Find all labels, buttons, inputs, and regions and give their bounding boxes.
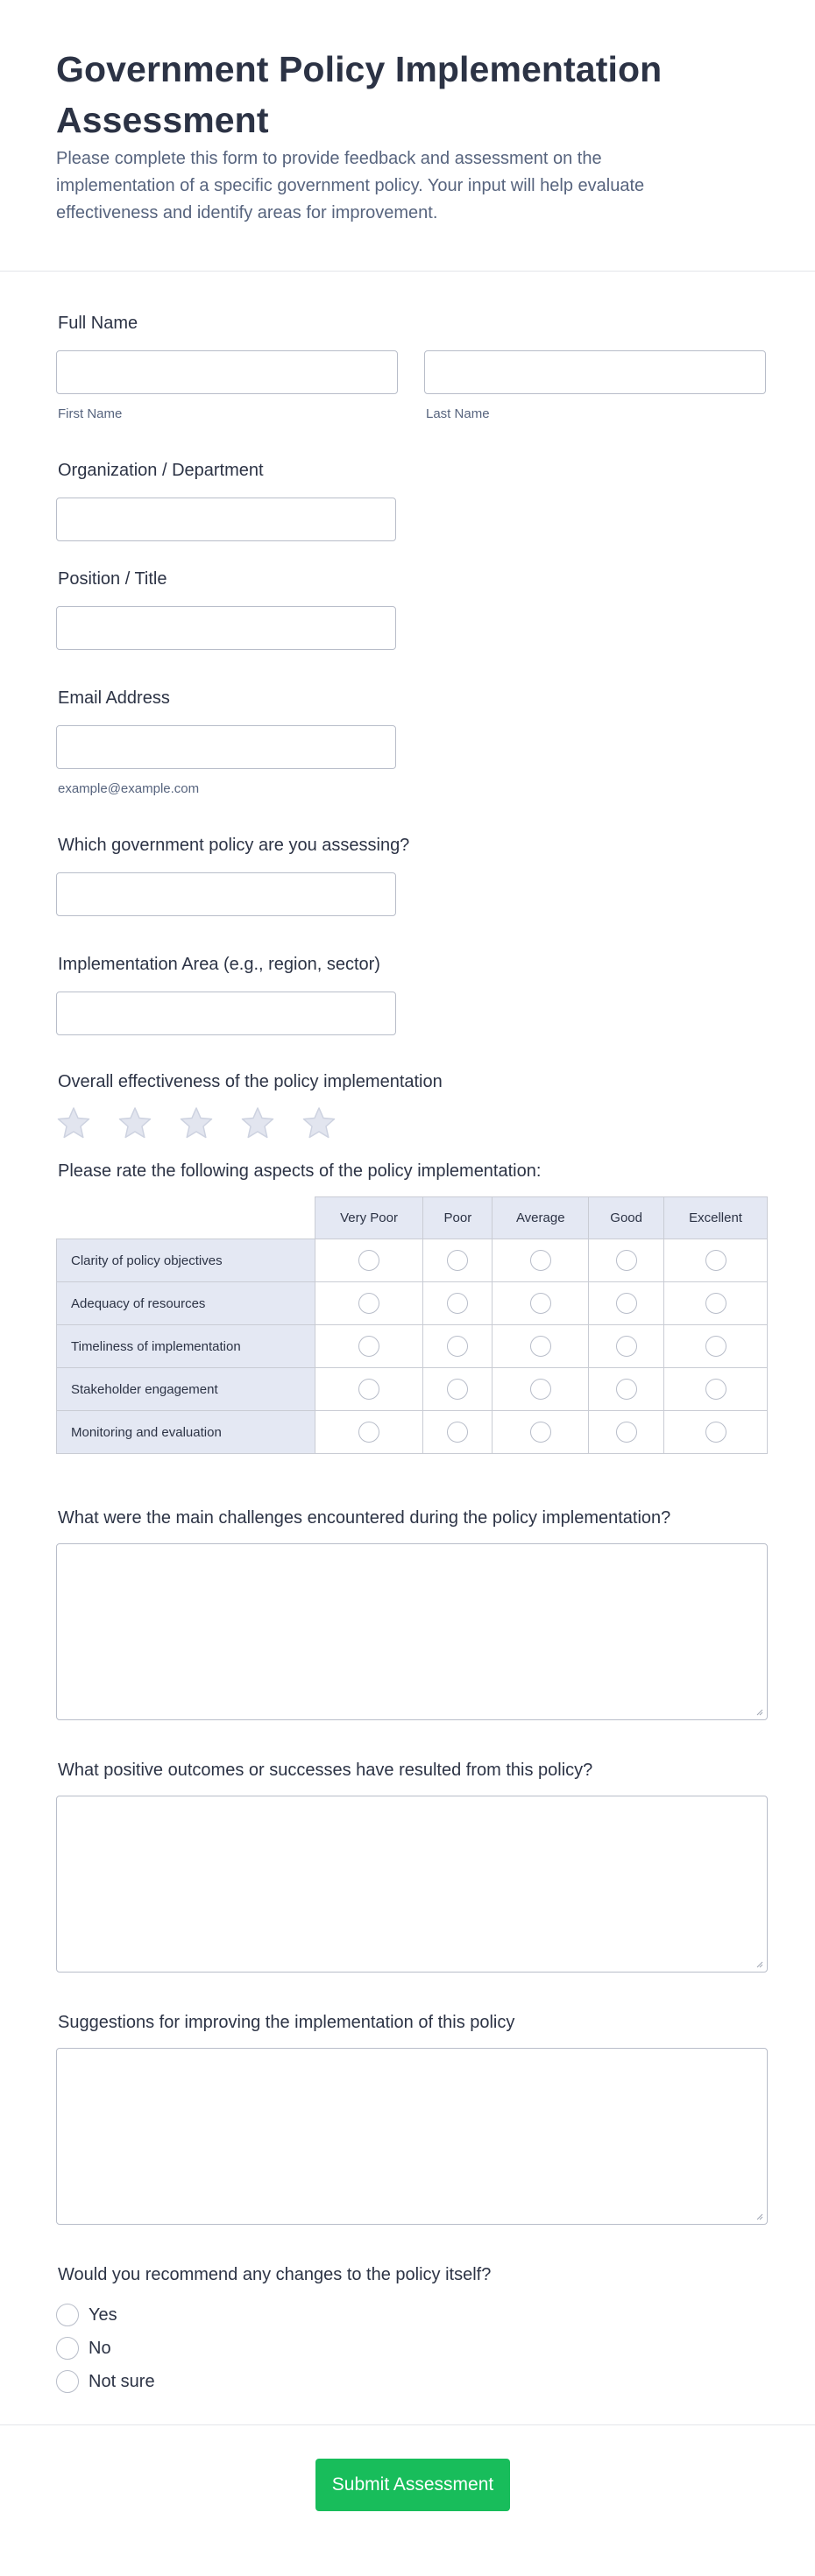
form-header [0, 0, 815, 272]
matrix-radio[interactable] [616, 1336, 637, 1357]
option-label: Not sure [89, 2371, 155, 2391]
area-input[interactable] [56, 992, 396, 1035]
matrix-row-label: Stakeholder engagement [57, 1368, 315, 1411]
radio-button[interactable] [56, 2337, 79, 2360]
organization-input[interactable] [56, 498, 396, 541]
organization-label: Organization / Department [58, 461, 264, 480]
effectiveness-question [56, 1046, 759, 1147]
position-input[interactable] [56, 606, 396, 650]
matrix-row [57, 1411, 768, 1454]
matrix-radio[interactable] [447, 1250, 468, 1271]
form-footer [0, 2424, 815, 2556]
outcomes-textarea[interactable] [56, 1796, 768, 1973]
option-not-sure[interactable] [56, 2365, 155, 2398]
full-name-label: Full Name [58, 314, 138, 333]
email-input[interactable] [56, 725, 396, 769]
matrix-row [57, 1368, 768, 1411]
recommend-label: Would you recommend any changes to the policy itself? [58, 2265, 492, 2284]
matrix-radio[interactable] [530, 1250, 551, 1271]
matrix-label: Please rate the following aspects of the policy implementation: [58, 1161, 542, 1181]
star-rating [56, 1105, 337, 1140]
submit-button[interactable]: Submit Assessment [315, 2459, 510, 2511]
position-label: Position / Title [58, 569, 167, 589]
star-icon[interactable] [56, 1105, 91, 1140]
email-question [56, 657, 759, 804]
matrix-column-header: Poor [423, 1197, 493, 1239]
star-icon[interactable] [240, 1105, 275, 1140]
outcomes-question [56, 1761, 759, 2013]
option-label: No [89, 2338, 111, 2358]
policy-label: Which government policy are you assessing? [58, 836, 410, 855]
matrix-radio[interactable] [358, 1293, 379, 1314]
star-icon[interactable] [179, 1105, 214, 1140]
resize-grip-icon[interactable] [756, 1961, 763, 1968]
recommend-question [56, 2265, 759, 2424]
matrix-column-header: Very Poor [315, 1197, 423, 1239]
option-no[interactable] [56, 2332, 155, 2365]
effectiveness-label: Overall effectiveness of the policy implementation [58, 1072, 443, 1091]
matrix-radio[interactable] [616, 1293, 637, 1314]
matrix-radio[interactable] [705, 1379, 726, 1400]
suggestions-question [56, 2013, 759, 2265]
matrix-radio[interactable] [358, 1379, 379, 1400]
organization-question [56, 419, 759, 540]
star-icon[interactable] [301, 1105, 337, 1140]
last-name-input[interactable] [424, 350, 766, 394]
challenges-label: What were the main challenges encountered during the policy implementation? [58, 1508, 671, 1528]
radio-button[interactable] [56, 2370, 79, 2393]
matrix-corner [57, 1197, 315, 1239]
recommend-options [56, 2298, 155, 2398]
matrix-row [57, 1239, 768, 1282]
policy-question [56, 804, 759, 923]
matrix-radio[interactable] [705, 1250, 726, 1271]
matrix-radio[interactable] [705, 1422, 726, 1443]
first-name-sublabel: First Name [58, 406, 123, 421]
option-label: Yes [89, 2304, 117, 2325]
suggestions-label: Suggestions for improving the implementation of this policy [58, 2013, 515, 2032]
first-name-input[interactable] [56, 350, 398, 394]
page-description: Please complete this form to provide feedback and assessment on the implementation of a specific government policy. Your input will help evaluate effectiveness and identify areas for improvement. [56, 149, 645, 222]
matrix-row-label: Adequacy of resources [57, 1282, 315, 1325]
matrix-radio[interactable] [358, 1422, 379, 1443]
challenges-question [56, 1508, 759, 1761]
star-icon[interactable] [117, 1105, 152, 1140]
matrix-column-header: Excellent [664, 1197, 768, 1239]
radio-button[interactable] [56, 2304, 79, 2326]
matrix-row-label: Timeliness of implementation [57, 1325, 315, 1368]
matrix-radio[interactable] [616, 1422, 637, 1443]
aspects-matrix-question [56, 1147, 759, 1508]
matrix-radio[interactable] [447, 1293, 468, 1314]
matrix-row [57, 1282, 768, 1325]
matrix-row [57, 1325, 768, 1368]
resize-grip-icon[interactable] [756, 1709, 763, 1716]
matrix-radio[interactable] [358, 1336, 379, 1357]
suggestions-textarea[interactable] [56, 2048, 768, 2225]
matrix-radio[interactable] [358, 1250, 379, 1271]
area-question [56, 923, 759, 1046]
email-label: Email Address [58, 688, 170, 708]
matrix-row-label: Monitoring and evaluation [57, 1411, 315, 1454]
matrix-radio[interactable] [530, 1422, 551, 1443]
position-question [56, 540, 759, 657]
matrix-radio[interactable] [447, 1336, 468, 1357]
matrix-radio[interactable] [530, 1379, 551, 1400]
matrix-column-header: Average [493, 1197, 589, 1239]
matrix-radio[interactable] [530, 1293, 551, 1314]
matrix-column-header: Good [589, 1197, 664, 1239]
matrix-radio[interactable] [447, 1422, 468, 1443]
challenges-textarea[interactable] [56, 1543, 768, 1720]
matrix-row-label: Clarity of policy objectives [57, 1239, 315, 1282]
matrix-radio[interactable] [530, 1336, 551, 1357]
full-name-question [56, 272, 759, 419]
form-body [0, 272, 815, 2424]
matrix-radio[interactable] [705, 1293, 726, 1314]
policy-input[interactable] [56, 872, 396, 916]
rating-matrix [56, 1196, 768, 1454]
matrix-radio[interactable] [616, 1250, 637, 1271]
matrix-radio[interactable] [616, 1379, 637, 1400]
option-yes[interactable] [56, 2298, 155, 2332]
email-sublabel: example@example.com [58, 781, 200, 796]
page-title: Government Policy Implementation Assessment [56, 49, 663, 140]
last-name-sublabel: Last Name [426, 406, 490, 421]
matrix-radio[interactable] [447, 1379, 468, 1400]
outcomes-label: What positive outcomes or successes have resulted from this policy? [58, 1761, 593, 1780]
matrix-radio[interactable] [705, 1336, 726, 1357]
resize-grip-icon[interactable] [756, 2213, 763, 2220]
area-label: Implementation Area (e.g., region, sector) [58, 955, 380, 974]
